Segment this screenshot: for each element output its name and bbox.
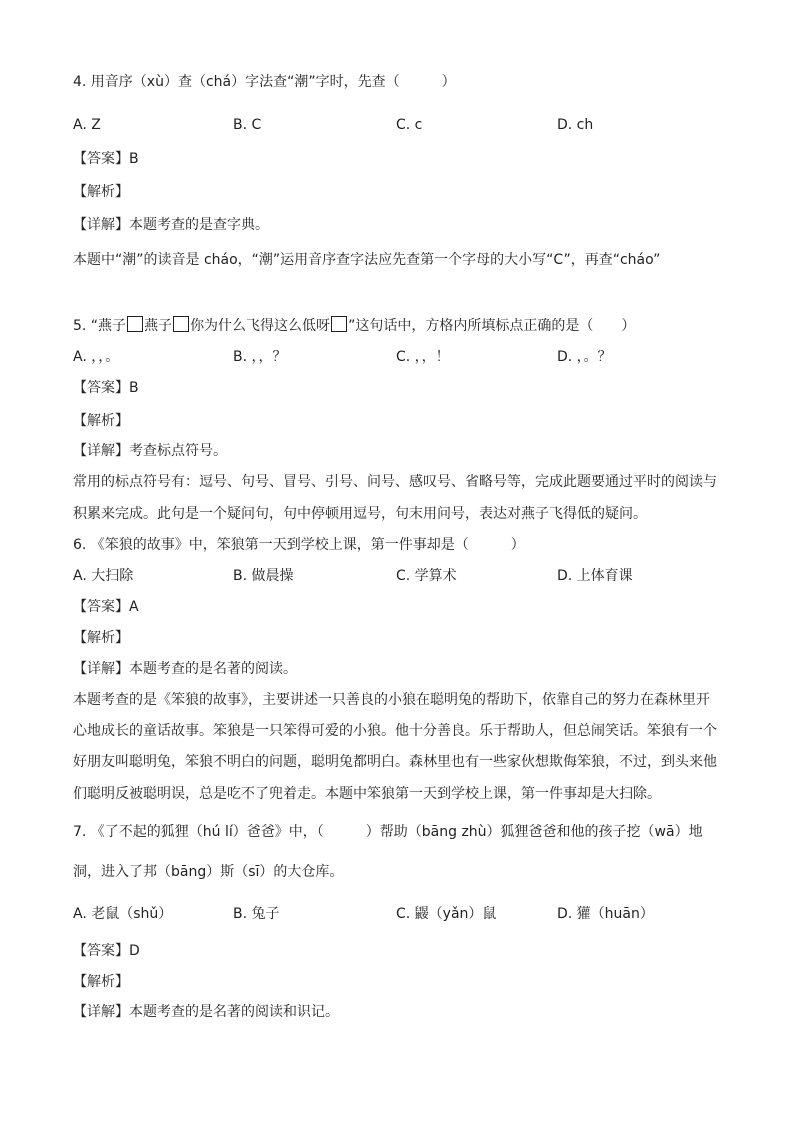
- q7-analysis-label: 【解析】: [73, 974, 129, 990]
- q7-stem-line-1: 7. 《了不起的狐狸（hú lí）爸爸》中，（ ）帮助（bāng zhù）狐狸爸爸和他的孩子挖（wā）地: [73, 824, 703, 840]
- q6-explanation-line-1: 本题考查的是《笨狼的故事》，主要讲述一只善良的小狼在聪明兔的帮助下，依靠自己的努力在森林里开: [73, 692, 710, 708]
- q5-explanation-line-1: 常用的标点符号有：逗号、句号、冒号、引号、问号、感叹号、省略号等，完成此题要通过平时的阅读与: [73, 474, 717, 490]
- q5-option-b: B. ，，？: [233, 349, 287, 365]
- q5-answer: 【答案】B: [73, 380, 139, 396]
- q6-option-a: A. 大扫除: [73, 568, 134, 584]
- q6-option-c: C. 学算术: [396, 568, 457, 584]
- q7-stem-line-2: 洞，进入了邦（bāng）斯（sī）的大仓库。: [73, 864, 344, 880]
- q4-answer: 【答案】B: [73, 151, 139, 167]
- q6-explanation-line-4: 们聪明反被聪明误，总是吃不了兜着走。本题中笨狼第一天到学校上课，第一件事却是大扫除。: [73, 786, 661, 802]
- q4-analysis-label: 【解析】: [73, 184, 129, 200]
- q4-detail: 【详解】本题考查的是查字典。: [73, 217, 269, 233]
- q5-stem-part-3: 你为什么飞得这么低呀: [190, 318, 331, 334]
- q5-option-a: A. ，，。: [73, 349, 120, 365]
- q5-option-c: C. ，，！: [396, 349, 450, 365]
- q5-stem-part-4: ”这句话中，方格内所填标点正确的是（ ）: [348, 318, 636, 334]
- q7-answer: 【答案】D: [73, 943, 140, 959]
- q5-explanation-line-2: 积累来完成。此句是一个疑问句，句中停顿用逗号，句末用问号，表达对燕子飞得低的疑问。: [73, 506, 647, 522]
- q7-detail: 【详解】本题考查的是名著的阅读和识记。: [73, 1004, 339, 1020]
- q4-option-d: D. ch: [557, 117, 594, 133]
- q5-detail: 【详解】考查标点符号。: [73, 443, 227, 459]
- q6-option-d: D. 上体育课: [557, 568, 633, 584]
- q7-option-a: A. 老鼠（shǔ）: [73, 906, 173, 922]
- q4-option-c: C. c: [396, 117, 423, 133]
- q5-analysis-label: 【解析】: [73, 413, 129, 429]
- q5-stem-part-2: 燕子: [144, 318, 173, 334]
- q6-detail: 【详解】本题考查的是名著的阅读。: [73, 661, 297, 677]
- q7-option-c: C. 鼹（yǎn）鼠: [396, 906, 497, 922]
- q5-option-d: D. ，。？: [557, 349, 612, 365]
- q5-blank-box-2: [173, 316, 189, 332]
- q5-stem-part-1: 5. “燕子: [73, 318, 127, 334]
- q5-stem: [73, 316, 635, 336]
- q4-option-b: B. C: [233, 117, 262, 133]
- q4-explanation: 本题中“潮”的读音是 cháo，“潮”运用音序查字法应先查第一个字母的大小写“C”，再查“cháo”: [73, 252, 661, 268]
- q5-blank-box-3: [331, 316, 347, 332]
- q7-option-b: B. 兔子: [233, 906, 280, 922]
- q6-answer: 【答案】A: [73, 599, 139, 615]
- q4-option-a: A. Z: [73, 117, 101, 133]
- q6-analysis-label: 【解析】: [73, 630, 129, 646]
- q5-blank-box-1: [127, 316, 143, 332]
- q6-explanation-line-3: 好朋友叫聪明兔，笨狼不明白的问题，聪明兔都明白。森林里也有一些家伙想欺侮笨狼，不过，到头来他: [73, 754, 717, 770]
- q6-option-b: B. 做晨操: [233, 568, 294, 584]
- q6-explanation-line-2: 心地成长的童话故事。笨狼是一只笨得可爱的小狼。他十分善良。乐于帮助人，但总闹笑话。笨狼有一个: [73, 723, 717, 739]
- q6-stem: 6. 《笨狼的故事》中，笨狼第一天到学校上课，第一件事却是（ ）: [73, 537, 525, 553]
- q7-option-d: D. 獾（huān）: [557, 906, 654, 922]
- q4-stem: 4. 用音序（xù）查（chá）字法查“潮”字时，先查（ ）: [73, 74, 456, 90]
